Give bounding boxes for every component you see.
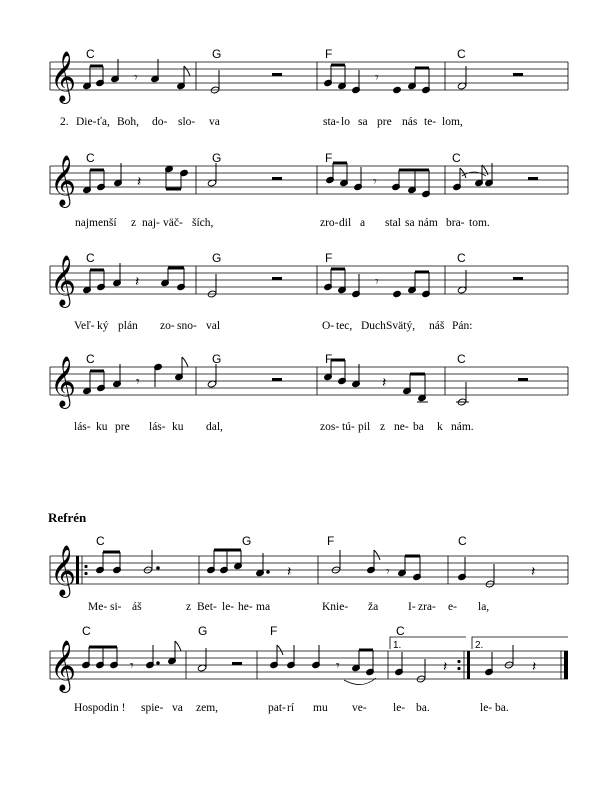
lyric-syllable: lo — [341, 116, 350, 128]
lyric-syllable: ža — [368, 601, 379, 613]
chord: G — [242, 534, 252, 548]
lyric-syllable: tú- — [342, 421, 355, 433]
lyric-syllable: dil — [339, 217, 352, 229]
lyric-syllable: Me- — [88, 601, 108, 613]
lyric-syllable: ma — [256, 601, 271, 613]
lyric-syllable: stal — [385, 217, 401, 229]
lyric-syllable: do- — [152, 116, 168, 128]
lyric-syllable: tom. — [469, 217, 490, 229]
chord: G — [212, 151, 222, 165]
lyric-syllable: te- — [424, 116, 437, 128]
lyric-syllable: Duch — [361, 320, 386, 332]
lyric-syllable: z — [186, 601, 192, 613]
svg-text:𝄾: 𝄾 — [130, 658, 134, 674]
svg-text:𝄽: 𝄽 — [287, 564, 292, 580]
lyric-syllable: Bet- — [197, 601, 217, 613]
chord: C — [96, 534, 105, 548]
lyric-syllable: ba — [413, 421, 424, 433]
lyric-syllable: he- — [238, 601, 253, 613]
lyric-syllable: Veľ- — [74, 320, 95, 332]
svg-text:𝄽: 𝄽 — [382, 375, 387, 391]
chord: C — [452, 151, 461, 165]
chord: F — [325, 151, 333, 165]
treble-clef-icon: 𝄞 — [50, 545, 77, 596]
chord: C — [457, 352, 466, 366]
lyric-syllable: Boh, — [117, 116, 140, 128]
system-5 — [50, 545, 568, 598]
lyric-syllable: nás — [402, 116, 418, 128]
svg-text:𝄽: 𝄽 — [443, 659, 448, 675]
svg-text:𝄾: 𝄾 — [134, 70, 138, 86]
lyric-syllable: zo- — [160, 320, 175, 332]
lyric-syllable: sno- — [177, 320, 197, 332]
lyric-syllable: Knie- — [322, 601, 349, 613]
lyric-syllable: ších, — [192, 217, 214, 229]
svg-text:𝄾: 𝄾 — [373, 174, 377, 190]
lyric-syllable: val — [206, 320, 221, 332]
volta-second-ending: 2. — [475, 640, 484, 651]
lyric-syllable: lom, — [442, 116, 463, 128]
svg-text:𝄽: 𝄽 — [532, 659, 537, 675]
lyric-syllable: väč- — [163, 217, 183, 229]
lyric-syllable: pil — [358, 421, 371, 433]
lyric-syllable: pat- — [268, 702, 286, 714]
lyric-syllable: ne- — [394, 421, 409, 433]
lyric-syllable: Pán: — [452, 320, 473, 332]
chord: F — [325, 251, 333, 265]
chord: C — [86, 251, 95, 265]
lyric-syllable: áš — [132, 601, 142, 613]
refrain-heading: Refrén — [48, 510, 87, 525]
system-3 — [50, 255, 568, 308]
chord: G — [198, 624, 208, 638]
lyric-syllable: ťa, — [97, 116, 110, 128]
lyric-syllable: naj- — [142, 217, 160, 229]
lyric-syllable: zos- — [320, 421, 340, 433]
lyric-syllable: si- — [110, 601, 122, 613]
lyric-syllable: pre — [377, 116, 392, 128]
svg-text:𝄾: 𝄾 — [386, 564, 390, 580]
lyric-syllable: sta- — [323, 116, 340, 128]
svg-text:𝄾: 𝄾 — [136, 374, 140, 390]
system-6 — [50, 637, 568, 693]
lyric-syllable: ku — [96, 421, 108, 433]
lyric-syllable: nám — [418, 217, 438, 229]
lyric-syllable: zro- — [320, 217, 339, 229]
lyric-syllable: spie- — [141, 702, 164, 714]
chord: G — [212, 352, 222, 366]
lyric-syllable: I- — [408, 601, 416, 613]
lyric-syllable: le- — [222, 601, 235, 613]
lyric-syllable: k — [437, 421, 443, 433]
lyric-syllable: 2. — [60, 116, 69, 128]
treble-clef-icon: 𝄞 — [50, 155, 77, 206]
lyric-syllable: ba. — [416, 702, 430, 714]
chord: C — [82, 624, 91, 638]
system-1 — [50, 51, 568, 104]
chord: C — [396, 624, 405, 638]
lyric-syllable: sa — [405, 217, 415, 229]
lyric-syllable: z — [131, 217, 137, 229]
lyric-syllable: ku — [172, 421, 184, 433]
lyric-syllable: e- — [448, 601, 457, 613]
lyric-syllable: Die- — [76, 116, 97, 128]
chord: C — [86, 151, 95, 165]
chord: F — [327, 534, 335, 548]
system-4 — [50, 356, 568, 409]
lyric-syllable: lás- — [149, 421, 166, 433]
svg-text:𝄾: 𝄾 — [375, 274, 379, 290]
lyric-syllable: ký — [97, 320, 109, 332]
chord: C — [457, 47, 466, 61]
chord: F — [325, 47, 333, 61]
chord: F — [325, 352, 333, 366]
lyric-syllable: Hospodin ! — [74, 702, 126, 714]
lyric-syllable: ba. — [495, 702, 509, 714]
svg-text:𝄽: 𝄽 — [137, 174, 142, 190]
lyric-syllable: slo- — [178, 116, 196, 128]
treble-clef-icon: 𝄞 — [50, 356, 77, 407]
chord: C — [86, 47, 95, 61]
lyric-syllable: tec, — [336, 320, 353, 332]
lyric-syllable: la, — [478, 601, 490, 613]
chord: C — [457, 251, 466, 265]
lyric-syllable: bra- — [446, 217, 465, 229]
lyric-syllable: zra- — [418, 601, 436, 613]
lyric-syllable: va — [172, 702, 183, 714]
chord: C — [86, 352, 95, 366]
lyric-syllable: sa — [358, 116, 368, 128]
treble-clef-icon: 𝄞 — [50, 640, 77, 691]
svg-text:𝄽: 𝄽 — [531, 564, 536, 580]
svg-text:𝄾: 𝄾 — [336, 658, 340, 674]
svg-text:𝄽: 𝄽 — [135, 274, 140, 290]
lyric-syllable: lás- — [74, 421, 91, 433]
treble-clef-icon: 𝄞 — [50, 51, 77, 102]
chord: G — [212, 251, 222, 265]
chord: F — [270, 624, 278, 638]
lyric-syllable: pre — [115, 421, 130, 433]
volta-first-ending: 1. — [393, 640, 402, 651]
system-2 — [50, 155, 568, 208]
chord: C — [458, 534, 467, 548]
lyric-syllable: O- — [322, 320, 335, 332]
lyric-syllable: va — [209, 116, 220, 128]
chord: G — [212, 47, 222, 61]
lyric-syllable: nám. — [451, 421, 474, 433]
lyric-syllable: a — [360, 217, 366, 229]
svg-text:𝄾: 𝄾 — [375, 70, 379, 86]
lyric-syllable: najmenší — [75, 217, 117, 229]
lyric-syllable: náš — [429, 320, 445, 332]
lyric-syllable: rí — [287, 702, 295, 714]
lyric-syllable: ve- — [352, 702, 367, 714]
lyric-syllable: mu — [313, 702, 328, 714]
lyric-syllable: z — [380, 421, 386, 433]
lyric-syllable: zem, — [196, 702, 219, 714]
lyric-syllable: Svätý, — [386, 320, 416, 332]
lyric-syllable: le- — [393, 702, 406, 714]
treble-clef-icon: 𝄞 — [50, 255, 77, 306]
lyric-syllable: le- — [480, 702, 493, 714]
lyric-syllable: dal, — [206, 421, 223, 433]
lyric-syllable: plán — [118, 320, 138, 332]
